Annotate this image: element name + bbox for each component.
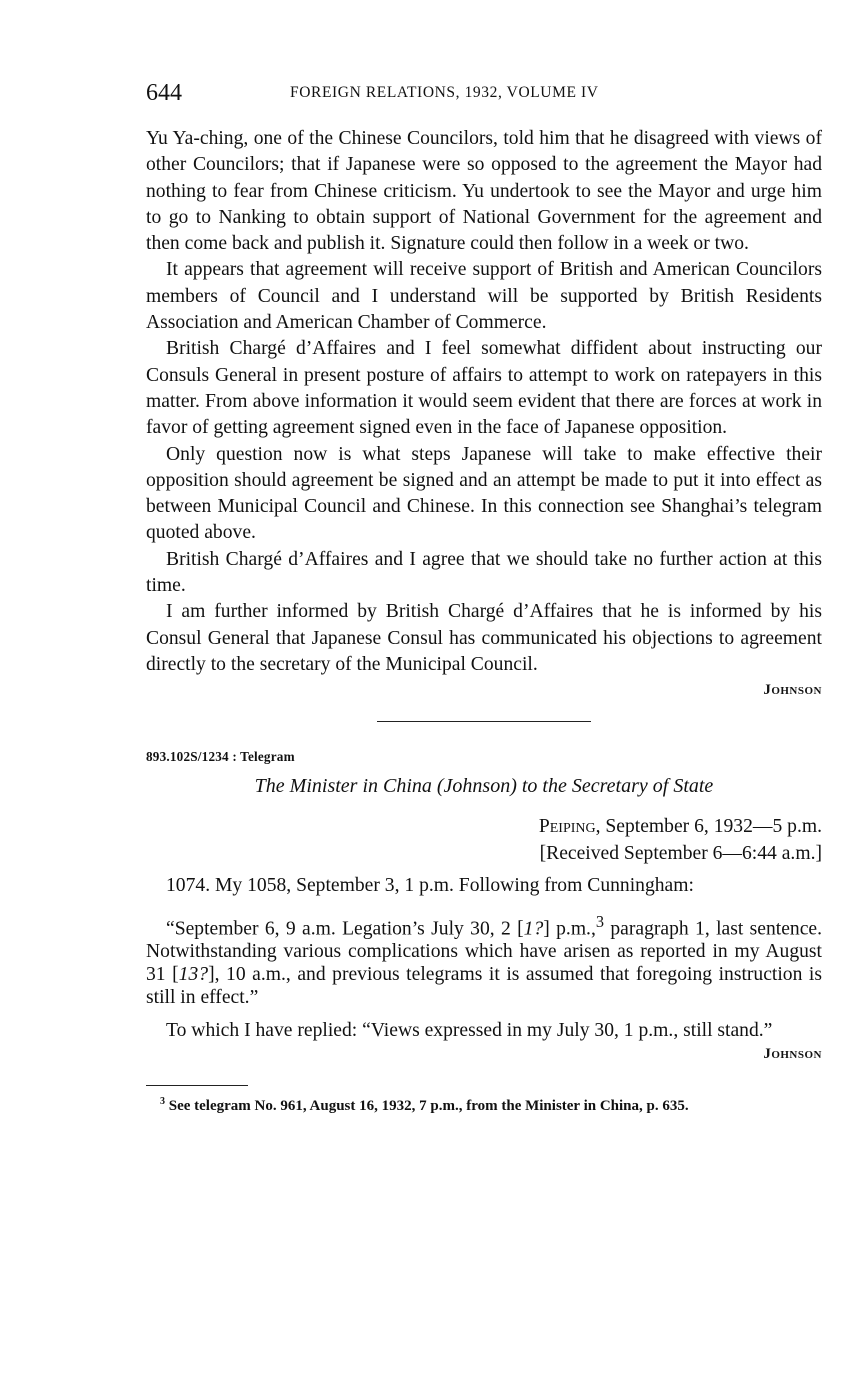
quote-text: ] p.m., [543,918,596,940]
dateline [146,814,822,867]
telegram-intro: 1074. My 1058, September 3, 1 p.m. Following from Cunningham: [166,875,694,897]
running-title: FOREIGN RELATIONS, 1932, VOLUME IV [290,84,599,101]
quote-text: ], 10 a.m., and previous telegrams it is assumed that foregoing instruction is still in effect.” [146,964,822,1009]
footnote [146,1096,822,1115]
footnote-text: See telegram No. 961, August 16, 1932, 7 p.m., from the Minister in China, p. 635. [165,1098,689,1115]
page-header [146,80,822,110]
paragraph: British Chargé d’Affaires and I feel somewhat diffident about instructing our Consuls General in present posture of affairs to attempt to work on ratepayers in this matter. From above information it would seem evident that there are forces at work in favor of getting agreement signed even in the face of Japanese opposition. [146,338,822,439]
quote-text: “September 6, 9 a.m. Legation’s July 30, 2 [ [166,918,524,940]
paragraph: It appears that agreement will receive support of British and American Councilors members of Council and I understand will be supported by British Residents Association and American Chamber of Commerce. [146,259,822,334]
editorial-insert: 13? [178,964,209,986]
editorial-insert: 1? [523,918,544,940]
quote-text: paragraph 1, last sentence. Notwithstanding various complications which have arisen as reported in my August 31 [ [146,918,822,986]
sent-date: , September 6, 1932—5 p.m. [595,816,822,838]
reply-paragraph: To which I have replied: “Views expressed in my July 30, 1 p.m., still stand.” [166,1020,773,1042]
quoted-telegram [146,910,822,1010]
paragraph: Yu Ya-ching, one of the Chinese Councilors, told him that he disagreed with views of other Councilors; that if Japanese were so opposed to the agreement the Mayor had nothing to fear from Chinese criticism. Yu undertook to see the Mayor and urge him to go to Nanking to obtain support of National Government for the agreement and then come back and publish it. Signature could then follow in a week or two. [146,128,822,255]
paragraph: Only question now is what steps Japanese will take to make effective their opposition should agreement be signed and an attempt be made to put it into effect as between Municipal Council and Chinese. In this connection see Shanghai’s telegram quoted above. [146,443,822,544]
footnote-mark: 3 [160,1096,165,1108]
signature-johnson: Johnson [763,1046,822,1063]
place-name: Peiping [538,816,596,838]
file-reference: 893.102S/1234 : Telegram [146,749,295,765]
received-line: [Received September 6—6:44 a.m.] [539,842,822,864]
signature-johnson: Johnson [763,682,822,699]
footnote-reference: 3 [595,911,605,931]
page-number: 644 [146,80,182,106]
section-divider [377,721,591,722]
paragraph: I am further informed by British Chargé d’Affaires that he is informed by his Consul General that Japanese Consul has communicated his objections to agreement directly to the secretary of the Municipal Council. [146,601,822,675]
sent-line [146,814,822,841]
footnote-divider [146,1085,248,1086]
paragraph: British Chargé d’Affaires and I agree that we should take no further action at this time. [146,548,822,597]
page-body [146,126,822,1115]
document-title: The Minister in China (Johnson) to the Secretary of State [254,775,714,798]
